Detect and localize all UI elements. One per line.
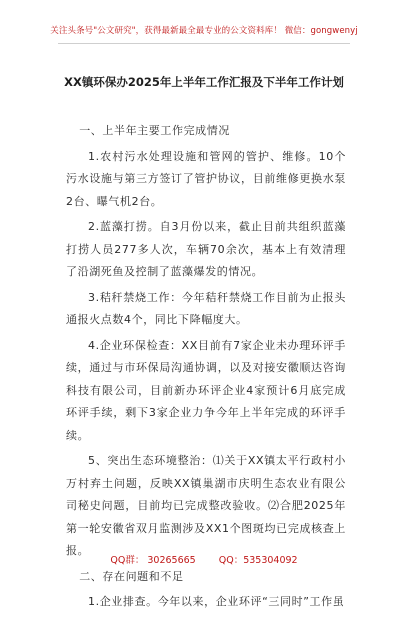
footer-contact	[0, 552, 408, 566]
header-divider	[58, 43, 350, 44]
header-banner: 关注头条号"公文研究"，获得最新最全最专业的公文资料库！ 微信：gongwenyj	[50, 26, 358, 36]
document-body	[66, 120, 346, 617]
paragraph-enterprise-survey: 1.企业排查。今年以来，企业环评“三同时”工作虽	[88, 595, 345, 608]
paragraph-straw-burning: 3.秸秆禁烧工作：今年秸秆禁烧工作目前为止报头通报火点数4个，同比下降幅度大。	[66, 290, 346, 326]
document-title: XX镇环保办2025年上半年工作汇报及下半年工作计划	[64, 75, 344, 89]
qq-group-number: QQ群： 30265665	[110, 555, 196, 566]
qq-number: QQ：535304092	[218, 555, 298, 566]
paragraph-sewage: 1.农村污水处理设施和管网的管护、维修。10个污水设施与第三方签订了管护协议，目前维修更换水泵2台、曝气机2台。	[66, 149, 346, 208]
section-heading-2: 二、存在问题和不足	[79, 569, 184, 583]
paragraph-algae: 2.蓝藻打捞。自3月份以来，截止目前共组织蓝藻打捞人员277多人次，车辆70余次，基本上有效清理了沿湖死鱼及控制了蓝藻爆发的情况。	[66, 220, 346, 278]
paragraph-ecology: 5、突出生态环境整治：⑴关于XX镇太平行政村小万村弃土问题，反映XX镇巢湖市庆明生态农业有限公司秘史问题，目前均已完成整改验收。⑵合肥2025年第一轮安徽省双月监测涉及XX1个图斑均已完成核查上报。	[66, 454, 346, 557]
paragraph-enterprise-check: 4.企业环保检查：XX目前有7家企业未办理环评手续，通过与市环保局沟通协调，以及对接安徽顺达咨询科技有限公司，目前新办环评企业4家预计6月底完成环评手续，剩下3家企业力争今年上半年完成的环评手续。	[66, 338, 346, 442]
section-heading-1: 一、上半年主要工作完成情况	[79, 124, 230, 137]
